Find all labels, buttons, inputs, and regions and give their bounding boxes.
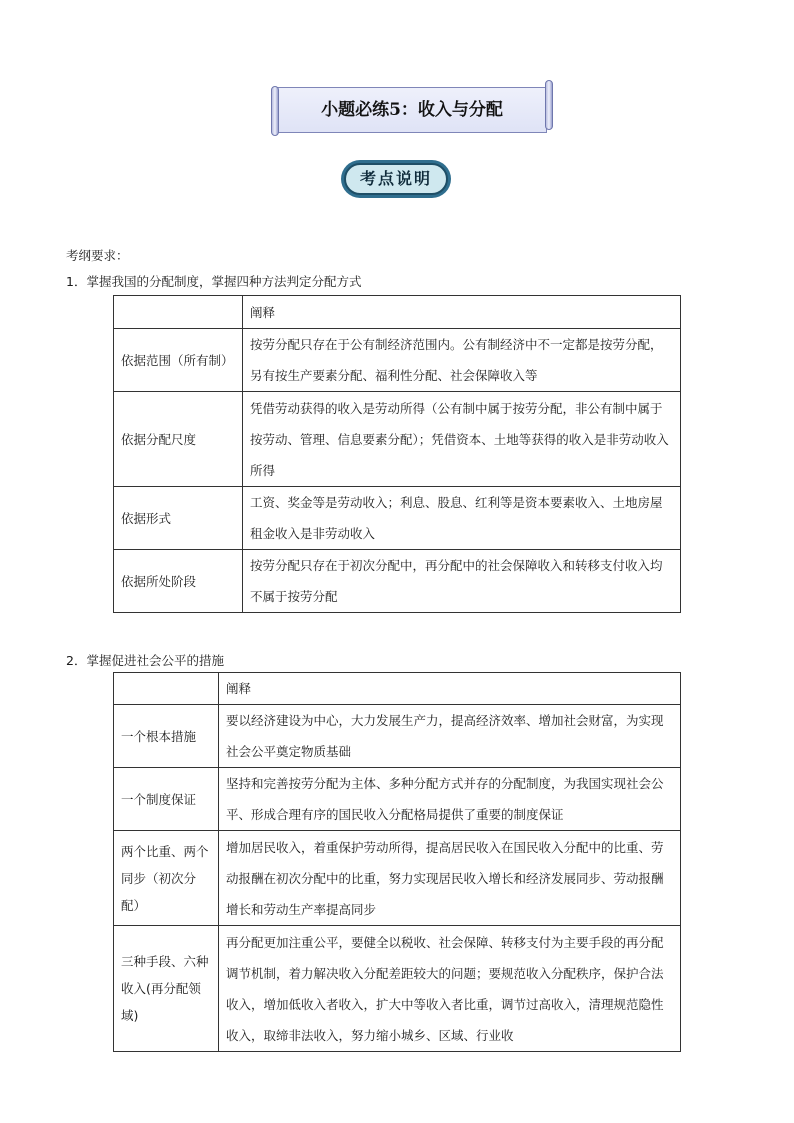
fairness-table	[113, 672, 681, 1052]
row-label: 一个制度保证	[114, 768, 219, 831]
section-badge	[341, 160, 451, 198]
table-row	[114, 831, 681, 926]
table-row	[114, 392, 681, 487]
table-row	[114, 550, 681, 613]
section2-heading: 2．掌握促进社会公平的措施	[66, 653, 224, 668]
table-row	[114, 926, 681, 1052]
row-label: 依据范围（所有制）	[114, 329, 243, 392]
distribution-table	[113, 295, 681, 613]
row-text: 工资、奖金等是劳动收入；利息、股息、红利等是资本要素收入、土地房屋租金收入是非劳动收入	[243, 487, 681, 550]
table-header-empty	[114, 296, 243, 329]
table-header-empty	[114, 673, 219, 705]
row-text: 增加居民收入，着重保护劳动所得，提高居民收入在国民收入分配中的比重、劳动报酬在初次分配中的比重，努力实现居民收入增长和经济发展同步、劳动报酬增长和劳动生产率提高同步	[219, 831, 681, 926]
page-title: 小题必练5：收入与分配	[321, 100, 503, 120]
table-row	[114, 487, 681, 550]
table-header-cell: 阐释	[243, 296, 681, 329]
intro-text: 考纲要求：	[66, 248, 129, 263]
title-banner	[271, 80, 553, 138]
row-text: 再分配更加注重公平，要健全以税收、社会保障、转移支付为主要手段的再分配调节机制，着力解决收入分配差距较大的问题；要规范收入分配秩序，保护合法收入，增加低收入者收入，扩大中等收入者比重，调节过高收入，清理规范隐性收入，取缔非法收入，努力缩小城乡、区域、行业收	[219, 926, 681, 1052]
row-label: 依据分配尺度	[114, 392, 243, 487]
table-row	[114, 329, 681, 392]
row-text: 按劳分配只存在于公有制经济范围内。公有制经济中不一定都是按劳分配，另有按生产要素分配、福利性分配、社会保障收入等	[243, 329, 681, 392]
row-text: 坚持和完善按劳分配为主体、多种分配方式并存的分配制度，为我国实现社会公平、形成合理有序的国民收入分配格局提供了重要的制度保证	[219, 768, 681, 831]
table-row	[114, 768, 681, 831]
badge-label: 考点说明	[344, 163, 448, 195]
row-text: 要以经济建设为中心，大力发展生产力，提高经济效率、增加社会财富，为实现社会公平奠定物质基础	[219, 705, 681, 768]
row-label: 依据形式	[114, 487, 243, 550]
row-text: 按劳分配只存在于初次分配中，再分配中的社会保障收入和转移支付收入均不属于按劳分配	[243, 550, 681, 613]
table-row	[114, 705, 681, 768]
row-label: 三种手段、六种收入(再分配领域)	[114, 926, 219, 1052]
section1-heading: 1．掌握我国的分配制度，掌握四种方法判定分配方式	[66, 274, 362, 289]
table-header-row	[114, 296, 681, 329]
row-label: 一个根本措施	[114, 705, 219, 768]
row-label: 依据所处阶段	[114, 550, 243, 613]
table-header-row	[114, 673, 681, 705]
row-label: 两个比重、两个同步（初次分配）	[114, 831, 219, 926]
table-header-cell: 阐释	[219, 673, 681, 705]
row-text: 凭借劳动获得的收入是劳动所得（公有制中属于按劳分配，非公有制中属于按劳动、管理、信息要素分配）；凭借资本、土地等获得的收入是非劳动收入所得	[243, 392, 681, 487]
